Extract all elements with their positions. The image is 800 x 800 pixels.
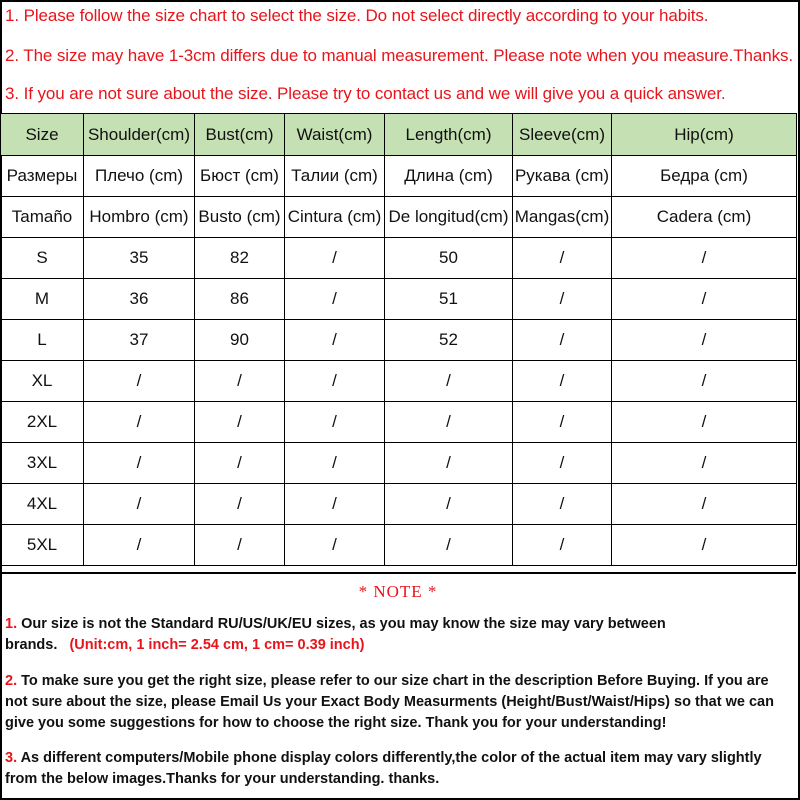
table-cell: /: [195, 361, 285, 402]
table-cell: /: [385, 525, 513, 566]
table-cell: Длина (cm): [385, 156, 513, 197]
table-row: [1, 361, 797, 402]
table-cell: Length(cm): [385, 114, 513, 156]
table-row: [1, 402, 797, 443]
table-row: [1, 238, 797, 279]
table-cell: 51: [385, 279, 513, 320]
table-cell: /: [513, 402, 612, 443]
table-cell: /: [513, 484, 612, 525]
table-cell: /: [285, 402, 385, 443]
table-cell: /: [195, 525, 285, 566]
note-item-1: [5, 614, 791, 656]
table-cell: 90: [195, 320, 285, 361]
table-cell: /: [285, 279, 385, 320]
table-row: [1, 443, 797, 484]
table-cell: Размеры: [1, 156, 84, 197]
table-russian-row: [1, 156, 797, 197]
table-cell: /: [513, 238, 612, 279]
table-cell: 52: [385, 320, 513, 361]
table-cell: Mangas(cm): [513, 197, 612, 238]
table-cell: /: [285, 443, 385, 484]
table-spanish-row: [1, 197, 797, 238]
table-cell: /: [513, 361, 612, 402]
table-cell: /: [612, 279, 797, 320]
table-cell: /: [513, 525, 612, 566]
table-cell: /: [513, 320, 612, 361]
table-cell: /: [84, 525, 195, 566]
table-cell: /: [612, 525, 797, 566]
table-cell: /: [513, 443, 612, 484]
table-cell: Талии (cm): [285, 156, 385, 197]
note-2-number: 2.: [5, 673, 18, 689]
table-cell: 37: [84, 320, 195, 361]
table-cell: XL: [1, 361, 84, 402]
table-cell: Плечо (cm): [84, 156, 195, 197]
note-1-text: Our size is not the Standard RU/US/UK/EU sizes, as you may know the size may vary between brands.: [5, 616, 666, 653]
table-cell: /: [84, 402, 195, 443]
table-cell: Бюст (cm): [195, 156, 285, 197]
table-cell: 2XL: [1, 402, 84, 443]
table-cell: /: [195, 484, 285, 525]
table-cell: Bust(cm): [195, 114, 285, 156]
table-cell: 50: [385, 238, 513, 279]
note-2-text: To make sure you get the right size, please refer to our size chart in the description Before Buying. If you are not sure about the size, please Email Us your Exact Body Measurments (Height/Bust/Waist/Hips) so that we can give you some suggestions for how to choose the right size. Thank you for your understanding!: [5, 673, 774, 731]
table-cell: 4XL: [1, 484, 84, 525]
table-cell: /: [612, 443, 797, 484]
instruction-line-1: 1. Please follow the size chart to select the size. Do not select directly according to your habits.: [5, 6, 709, 25]
table-cell: De longitud(cm): [385, 197, 513, 238]
table-cell: Cintura (cm): [285, 197, 385, 238]
table-cell: Бедра (cm): [612, 156, 797, 197]
table-cell: S: [1, 238, 84, 279]
table-cell: M: [1, 279, 84, 320]
table-cell: 35: [84, 238, 195, 279]
table-cell: /: [385, 443, 513, 484]
table-cell: /: [513, 279, 612, 320]
table-cell: /: [285, 238, 385, 279]
table-cell: /: [612, 484, 797, 525]
table-cell: Hombro (cm): [84, 197, 195, 238]
table-cell: 5XL: [1, 525, 84, 566]
table-cell: Tamaño: [1, 197, 84, 238]
table-row: [1, 484, 797, 525]
note-1-number: 1.: [5, 616, 18, 632]
table-cell: /: [385, 402, 513, 443]
instruction-line-3: 3. If you are not sure about the size. Please try to contact us and we will give you a quick answer.: [5, 84, 726, 103]
instruction-line-2: 2. The size may have 1-3cm differs due to manual measurement. Please note when you measure.Thanks.: [5, 46, 794, 65]
table-cell: L: [1, 320, 84, 361]
table-cell: /: [385, 484, 513, 525]
table-cell: /: [84, 443, 195, 484]
note-1-unit: (Unit:cm, 1 inch= 2.54 cm, 1 cm= 0.39 inch): [69, 637, 365, 653]
table-cell: 3XL: [1, 443, 84, 484]
table-cell: /: [84, 361, 195, 402]
table-cell: /: [195, 443, 285, 484]
table-cell: /: [612, 402, 797, 443]
table-cell: /: [612, 320, 797, 361]
table-cell: /: [285, 525, 385, 566]
note-item-3: [5, 748, 791, 790]
table-cell: /: [285, 320, 385, 361]
table-row: [1, 525, 797, 566]
table-cell: Hip(cm): [612, 114, 797, 156]
table-cell: Cadera (cm): [612, 197, 797, 238]
table-cell: /: [612, 361, 797, 402]
table-cell: Busto (cm): [195, 197, 285, 238]
table-row: [1, 320, 797, 361]
table-cell: /: [612, 238, 797, 279]
table-cell: Рукава (cm): [513, 156, 612, 197]
table-cell: 36: [84, 279, 195, 320]
table-header-row: [1, 114, 797, 156]
table-cell: 82: [195, 238, 285, 279]
table-cell: Sleeve(cm): [513, 114, 612, 156]
note-3-number: 3.: [5, 750, 18, 766]
table-cell: Size: [1, 114, 84, 156]
table-row: [1, 279, 797, 320]
table-cell: 86: [195, 279, 285, 320]
note-title: * NOTE *: [358, 582, 438, 601]
table-cell: /: [285, 484, 385, 525]
table-cell: /: [385, 361, 513, 402]
table-cell: /: [195, 402, 285, 443]
size-table: [0, 113, 797, 566]
table-cell: Shoulder(cm): [84, 114, 195, 156]
note-item-2: [5, 671, 791, 734]
table-cell: /: [285, 361, 385, 402]
table-cell: /: [84, 484, 195, 525]
note-section: [0, 572, 796, 798]
table-cell: Waist(cm): [285, 114, 385, 156]
note-3-text: As different computers/Mobile phone display colors differently,the color of the actual item may vary slightly from the below images.Thanks for your understanding. thanks.: [5, 750, 762, 787]
